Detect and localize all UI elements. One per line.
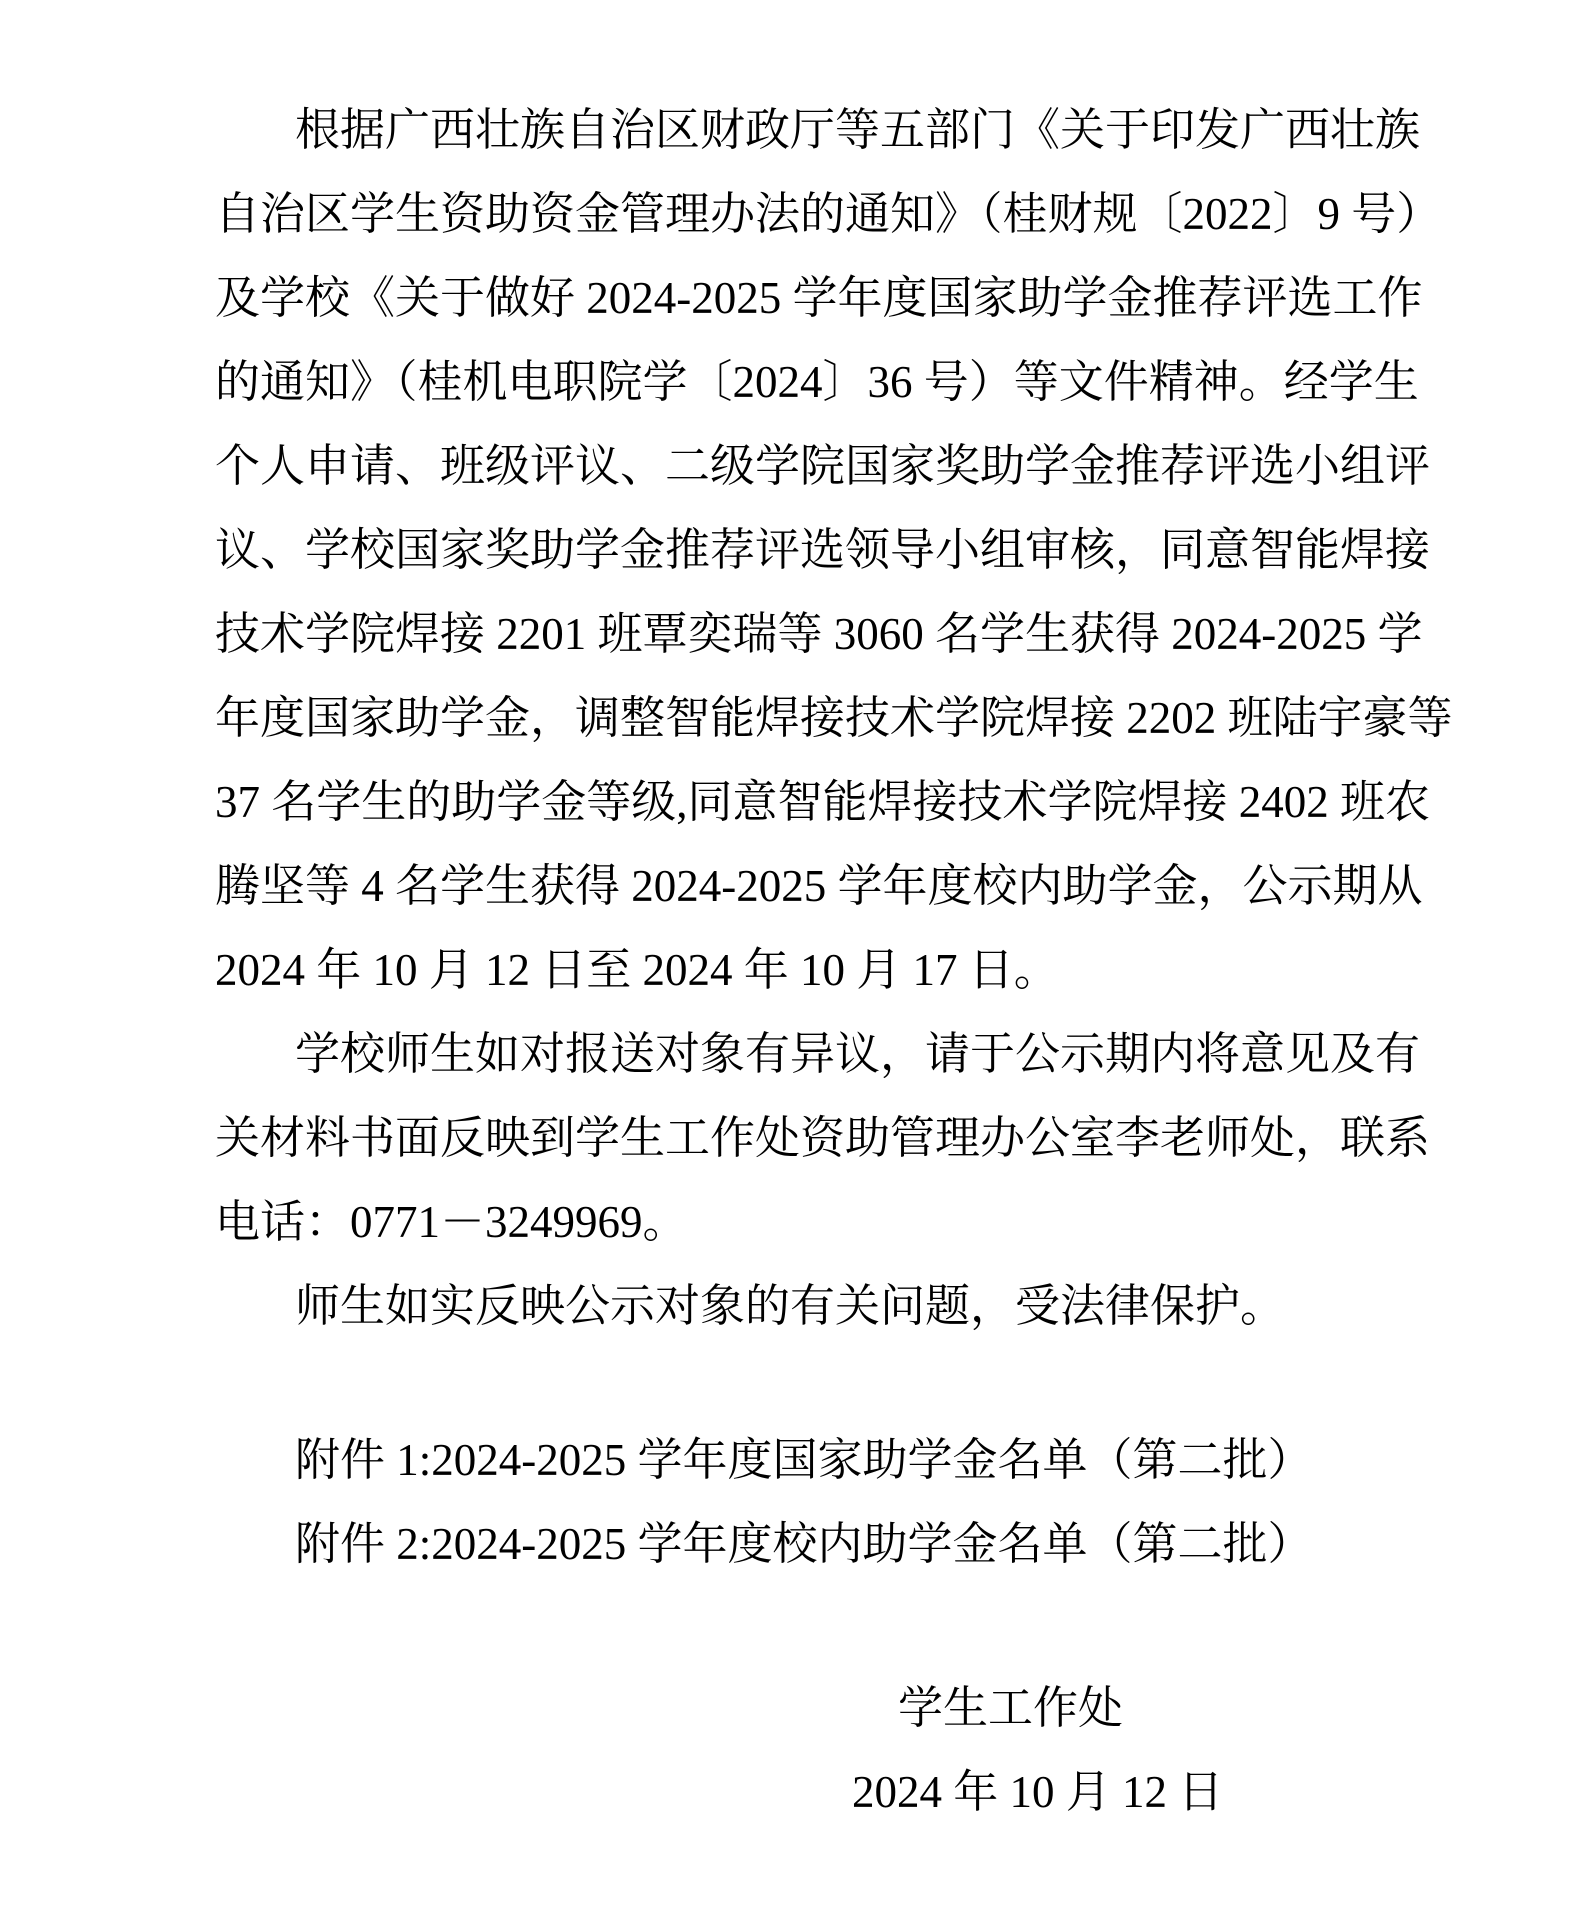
document-line: 附件 1:2024-2025 学年度国家助学金名单（第二批） xyxy=(295,1435,1313,1485)
document-line: 的通知》（桂机电职院学〔2024〕36 号）等文件精神。经学生 xyxy=(215,357,1419,407)
document-line: 2024 年 10 月 12 日 xyxy=(852,1767,1224,1817)
document-body xyxy=(215,88,1453,1834)
document-line: 技术学院焊接 2201 班覃奕瑞等 3060 名学生获得 2024-2025 学 xyxy=(215,609,1423,659)
document-line: 师生如实反映公示对象的有关问题，受法律保护。 xyxy=(295,1281,1286,1331)
document-line: 学生工作处 xyxy=(898,1683,1124,1733)
document-line: 37 名学生的助学金等级,同意智能焊接技术学院焊接 2402 班农 xyxy=(215,777,1431,827)
document-line: 根据广西壮族自治区财政厅等五部门《关于印发广西壮族 xyxy=(295,105,1421,155)
document-line: 学校师生如对报送对象有异议，请于公示期内将意见及有 xyxy=(295,1029,1421,1079)
document-line: 议、学校国家奖助学金推荐评选领导小组审核，同意智能焊接 xyxy=(215,525,1431,575)
document-line: 年度国家助学金，调整智能焊接技术学院焊接 2202 班陆宇豪等 xyxy=(215,693,1453,743)
document-line: 腾坚等 4 名学生获得 2024-2025 学年度校内助学金，公示期从 xyxy=(215,861,1423,911)
document-line: 自治区学生资助资金管理办法的通知》（桂财规〔2022〕9 号） xyxy=(215,189,1442,239)
document-line: 个人申请、班级评议、二级学院国家奖助学金推荐评选小组评 xyxy=(215,441,1431,491)
document-line: 及学校《关于做好 2024-2025 学年度国家助学金推荐评选工作 xyxy=(215,273,1423,323)
blank-line xyxy=(215,1348,1373,1418)
blank-line xyxy=(215,1586,1373,1666)
document-line: 2024 年 10 月 12 日至 2024 年 10 月 17 日。 xyxy=(215,945,1059,995)
document-line: 附件 2:2024-2025 学年度校内助学金名单（第二批） xyxy=(295,1519,1313,1569)
document-line: 关材料书面反映到学生工作处资助管理办公室李老师处，联系 xyxy=(215,1113,1431,1163)
document-line: 电话：0771－3249969。 xyxy=(215,1197,688,1247)
